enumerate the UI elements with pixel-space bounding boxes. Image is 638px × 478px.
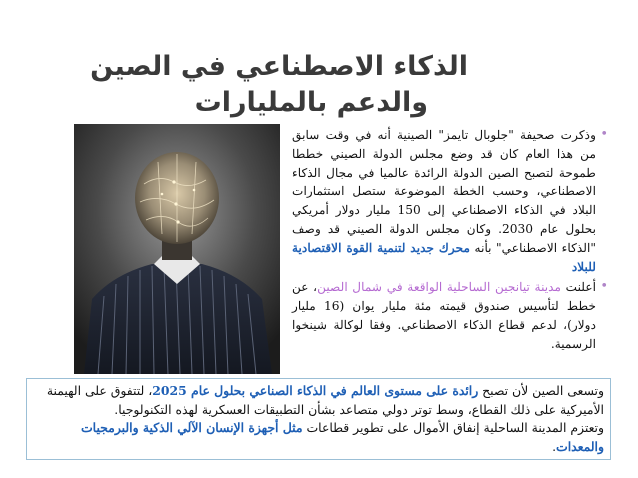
box-p2-post: . xyxy=(552,438,557,454)
bullet-dot-icon: • xyxy=(600,127,608,142)
box-p2-pre: وتعتزم المدينة الساحلية إنفاق الأموال على تطوير قطاعات xyxy=(302,420,604,436)
ai-head-businessman-icon xyxy=(74,124,280,374)
box-p1-post: ، لتتفوق على الهيمنة الأميركية على ذلك القطاع، وسط توتر دولي متصاعد بشأن التطبيقات العسكرية لهذه التكنولوجيا. xyxy=(46,383,604,417)
bullet1-highlight: محرك جديد لتنمية القوة الاقتصادية للبلاد xyxy=(292,240,596,274)
bullet2-highlight: مدينة تيانجين الساحلية الواقعة في شمال الصين xyxy=(317,280,562,295)
box-p1-pre: وتسعى الصين لأن تصبح xyxy=(478,383,604,398)
bullet2-post: ، عن خطط لتأسيس صندوق قيمته مئة مليار يوان (16 مليار دولار)، لدعم قطاع الذكاء الاصطناعي. وفقا لوكالة شينخوا الرسمية. xyxy=(292,280,596,351)
bullet-list xyxy=(292,126,608,354)
box-p2-highlight: مثل أجهزة الإنسان الآلي الذكية والبرمجيات والمعدات xyxy=(81,420,604,454)
slide-title-line1: الذكاء الاصطناعي في الصين xyxy=(90,51,468,82)
bullet-dot-icon: • xyxy=(600,279,608,295)
summary-paragraph-1 xyxy=(33,382,604,419)
summary-paragraph-2 xyxy=(33,419,604,456)
bullet-item-2 xyxy=(292,278,608,353)
box-p1-highlight: رائدة على مستوى العالم في الذكاء الصناعي بحلول عام 2025 xyxy=(152,383,479,398)
slide-title-line2: والدعم بالمليارات xyxy=(194,87,428,118)
bullet1-text: وذكرت صحيفة "جلوبال تايمز" الصينية أنه في وقت سابق من هذا العام كان قد وضع مجلس الدولة الصيني خططا طموحة لتصبح الصين الدولة الرائدة عالميا في مجال الذكاء الاصطناعي، وحسب الخطة الموضوعة ستصل استثمارات البلاد في الذكاء الاصطناعي إلى 150 مليار دولار أمريكي بحلول عام 2030. وكان مجلس الدولة الصيني قد وصف "الذكاء الاصطناعي" بأنه xyxy=(292,128,596,255)
summary-box xyxy=(26,378,611,460)
bullet2-pre: أعلنت xyxy=(561,280,596,295)
bullet-item-1 xyxy=(292,126,608,276)
